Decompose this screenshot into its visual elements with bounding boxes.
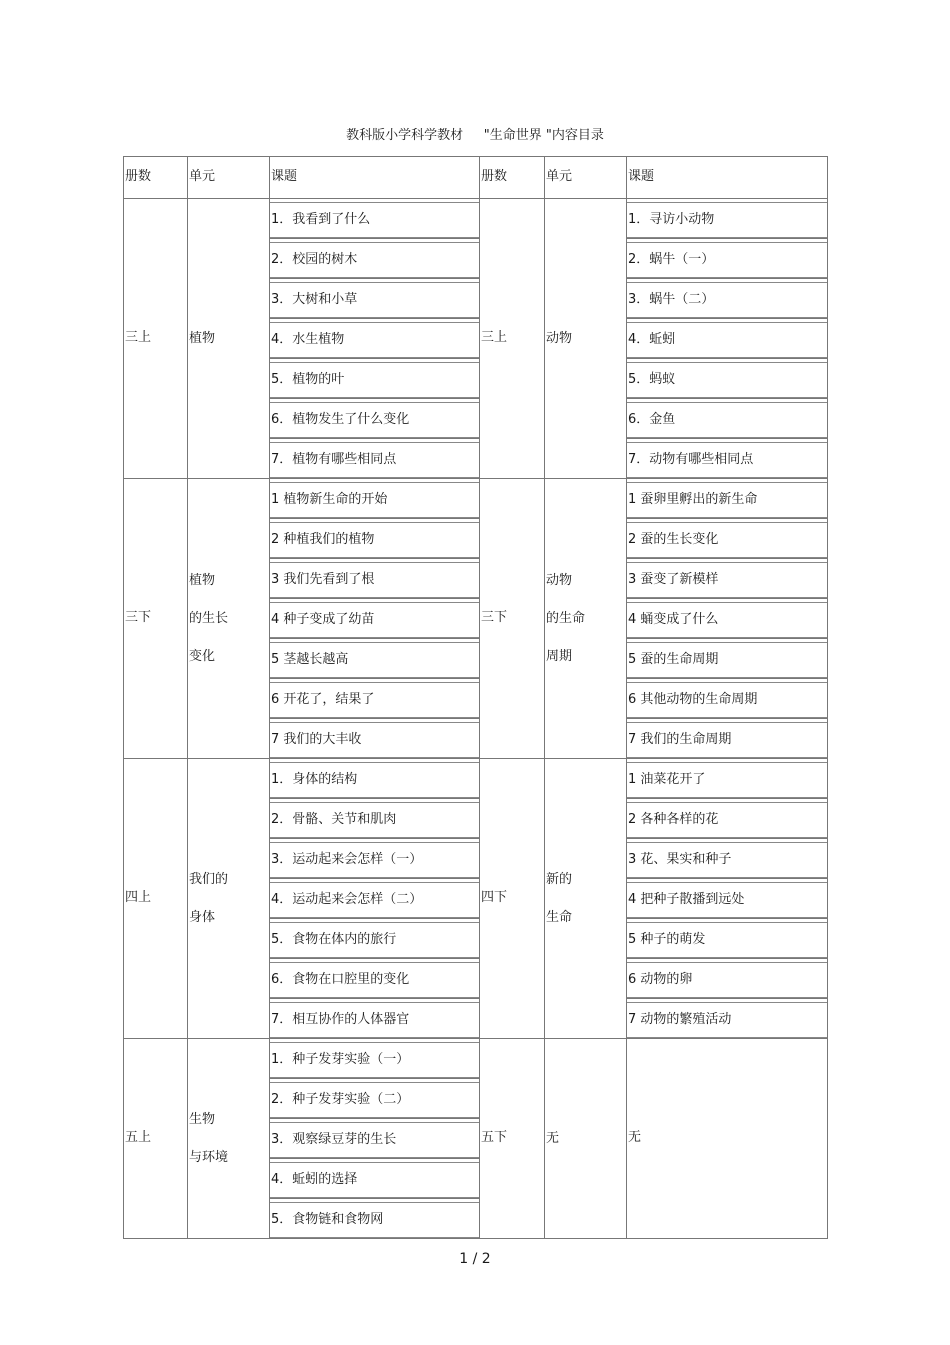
unit-name <box>546 320 626 358</box>
unit-name-line: 植物 <box>189 330 216 346</box>
lesson-title: 1 蚕卵里孵出的新生命 <box>627 482 827 518</box>
volume-cell: 四下 <box>480 759 545 1039</box>
lesson-title: 7．动物有哪些相同点 <box>627 442 827 478</box>
unit-name-line: 植物 <box>189 572 216 588</box>
volume-cell: 三上 <box>480 199 545 479</box>
unit-name-line: 变化 <box>189 648 216 664</box>
lesson-title: 6．植物发生了什么变化 <box>270 402 479 438</box>
unit-name-line: 周期 <box>546 648 573 664</box>
table-row <box>124 199 828 239</box>
lesson-cell <box>627 439 828 479</box>
lesson-cell <box>270 279 480 319</box>
lesson-title: 4．水生植物 <box>270 322 479 358</box>
unit-cell <box>188 199 270 479</box>
lesson-cell <box>270 599 480 639</box>
unit-cell <box>188 479 270 759</box>
lesson-cell <box>627 999 828 1039</box>
lesson-title: 2 蚕的生长变化 <box>627 522 827 558</box>
lesson-cell <box>627 679 828 719</box>
lesson-title: 3 蚕变了新模样 <box>627 562 827 598</box>
lesson-cell <box>270 1159 480 1199</box>
lesson-title: 2．种子发芽实验（二） <box>270 1082 479 1118</box>
table-row <box>124 1039 828 1079</box>
unit-name <box>546 861 626 937</box>
unit-name-line: 我们的 <box>189 871 229 887</box>
lesson-cell <box>270 359 480 399</box>
lesson-title: 2．校园的树木 <box>270 242 479 278</box>
lesson-title: 1 油菜花开了 <box>627 762 827 798</box>
contents-table <box>123 156 828 1239</box>
lesson-cell <box>627 559 828 599</box>
lesson-title: 1．身体的结构 <box>270 762 479 798</box>
lesson-cell <box>627 479 828 519</box>
lesson-title: 6 其他动物的生命周期 <box>627 682 827 718</box>
unit-name-line: 新的 <box>546 871 573 887</box>
lesson-cell <box>270 1199 480 1239</box>
unit-name-line: 生物 <box>189 1111 216 1127</box>
unit-name-line: 身体 <box>189 909 216 925</box>
lesson-cell <box>270 239 480 279</box>
page-number: 1 / 2 <box>459 1251 491 1267</box>
lesson-title: 4．蚯蚓 <box>627 322 827 358</box>
lesson-title: 4 把种子散播到远处 <box>627 882 827 918</box>
lesson-cell <box>270 559 480 599</box>
unit-name-line: 无 <box>546 1130 560 1146</box>
lesson-cell <box>270 519 480 559</box>
lesson-title: 2 种植我们的植物 <box>270 522 479 558</box>
lesson-title: 2．骨骼、关节和肌肉 <box>270 802 479 838</box>
lesson-cell <box>627 959 828 999</box>
lesson-cell <box>627 799 828 839</box>
lesson-cell <box>627 839 828 879</box>
volume-cell: 三上 <box>124 199 188 479</box>
unit-cell <box>188 759 270 1039</box>
lesson-title: 4 蛹变成了什么 <box>627 602 827 638</box>
lesson-title: 4．蚯蚓的选择 <box>270 1162 479 1198</box>
unit-name-line: 生命 <box>546 909 573 925</box>
lesson-title: 5．食物在体内的旅行 <box>270 922 479 958</box>
lesson-title: 6．食物在口腔里的变化 <box>270 962 479 998</box>
header-cell: 单元 <box>545 157 627 199</box>
lesson-title: 1 植物新生命的开始 <box>270 482 479 518</box>
lesson-cell <box>627 719 828 759</box>
lesson-title: 7．植物有哪些相同点 <box>270 442 479 478</box>
lesson-cell <box>270 1039 480 1079</box>
unit-name-line: 动物 <box>546 572 573 588</box>
unit-cell <box>545 1039 627 1239</box>
lesson-cell <box>270 1119 480 1159</box>
volume-cell: 三下 <box>480 479 545 759</box>
lesson-title: 5 茎越长越高 <box>270 642 479 678</box>
unit-cell <box>545 479 627 759</box>
volume-cell: 三下 <box>124 479 188 759</box>
unit-name <box>546 562 626 676</box>
lesson-cell <box>627 279 828 319</box>
lesson-title: 3 我们先看到了根 <box>270 562 479 598</box>
unit-cell <box>545 759 627 1039</box>
lesson-cell <box>627 639 828 679</box>
lesson-title: 1．我看到了什么 <box>270 202 479 238</box>
unit-cell <box>188 1039 270 1239</box>
lesson-title: 6 动物的卵 <box>627 962 827 998</box>
lesson-cell <box>627 599 828 639</box>
unit-name-line: 的生长 <box>189 610 229 626</box>
unit-cell <box>545 199 627 479</box>
lesson-title: 7 我们的生命周期 <box>627 722 827 758</box>
header-cell: 课题 <box>270 157 480 199</box>
lesson-cell <box>270 839 480 879</box>
lesson-cell <box>627 919 828 959</box>
unit-name <box>189 1101 269 1177</box>
lesson-cell <box>270 479 480 519</box>
lesson-cell <box>270 319 480 359</box>
lesson-title: 3 花、果实和种子 <box>627 842 827 878</box>
unit-name-line: 的生命 <box>546 610 586 626</box>
volume-cell: 五下 <box>480 1039 545 1239</box>
unit-name-line: 与环境 <box>189 1149 229 1165</box>
volume-cell: 五上 <box>124 1039 188 1239</box>
unit-name <box>189 861 269 937</box>
unit-name <box>189 562 269 676</box>
lesson-cell <box>270 639 480 679</box>
document-title: 教科版小学科学教材 "生命世界 "内容目录 <box>346 128 604 143</box>
lesson-title: 5．食物链和食物网 <box>270 1202 479 1238</box>
lesson-cell <box>627 359 828 399</box>
lesson-title: 2．蜗牛（一） <box>627 242 827 278</box>
lesson-cell <box>270 199 480 239</box>
topics-cell: 无 <box>627 1039 828 1239</box>
lesson-cell <box>627 519 828 559</box>
volume-cell: 四上 <box>124 759 188 1039</box>
unit-name <box>546 1120 626 1158</box>
header-cell: 课题 <box>627 157 828 199</box>
lesson-title: 4 种子变成了幼苗 <box>270 602 479 638</box>
lesson-cell <box>270 999 480 1039</box>
lesson-cell <box>270 399 480 439</box>
lesson-title: 6 开花了，结果了 <box>270 682 479 718</box>
lesson-title: 3．蜗牛（二） <box>627 282 827 318</box>
lesson-title: 3．观察绿豆芽的生长 <box>270 1122 479 1158</box>
lesson-title: 7．相互协作的人体器官 <box>270 1002 479 1038</box>
lesson-cell <box>270 679 480 719</box>
lesson-cell <box>627 759 828 799</box>
table-row <box>124 479 828 519</box>
lesson-cell <box>627 399 828 439</box>
lesson-cell <box>627 239 828 279</box>
lesson-title: 7 动物的繁殖活动 <box>627 1002 827 1038</box>
lesson-cell <box>270 439 480 479</box>
lesson-cell <box>270 919 480 959</box>
lesson-title: 4．运动起来会怎样（二） <box>270 882 479 918</box>
lesson-cell <box>627 879 828 919</box>
lesson-title: 1．种子发芽实验（一） <box>270 1042 479 1078</box>
lesson-cell <box>270 759 480 799</box>
lesson-title: 7 我们的大丰收 <box>270 722 479 758</box>
header-cell: 单元 <box>188 157 270 199</box>
lesson-cell <box>270 879 480 919</box>
lesson-title: 5 蚕的生命周期 <box>627 642 827 678</box>
lesson-title: 3．运动起来会怎样（一） <box>270 842 479 878</box>
lesson-title: 3．大树和小草 <box>270 282 479 318</box>
table-row <box>124 759 828 799</box>
lesson-title: 6．金鱼 <box>627 402 827 438</box>
unit-name-line: 动物 <box>546 330 573 346</box>
header-row <box>124 157 828 199</box>
lesson-cell <box>627 319 828 359</box>
header-cell: 册数 <box>124 157 188 199</box>
lesson-cell <box>270 799 480 839</box>
lesson-cell <box>627 199 828 239</box>
header-cell: 册数 <box>480 157 545 199</box>
lesson-title: 1．寻访小动物 <box>627 202 827 238</box>
lesson-title: 5．蚂蚁 <box>627 362 827 398</box>
lesson-cell <box>270 1079 480 1119</box>
lesson-cell <box>270 959 480 999</box>
lesson-title: 2 各种各样的花 <box>627 802 827 838</box>
lesson-title: 5．植物的叶 <box>270 362 479 398</box>
lesson-title: 5 种子的萌发 <box>627 922 827 958</box>
lesson-cell <box>270 719 480 759</box>
unit-name <box>189 320 269 358</box>
